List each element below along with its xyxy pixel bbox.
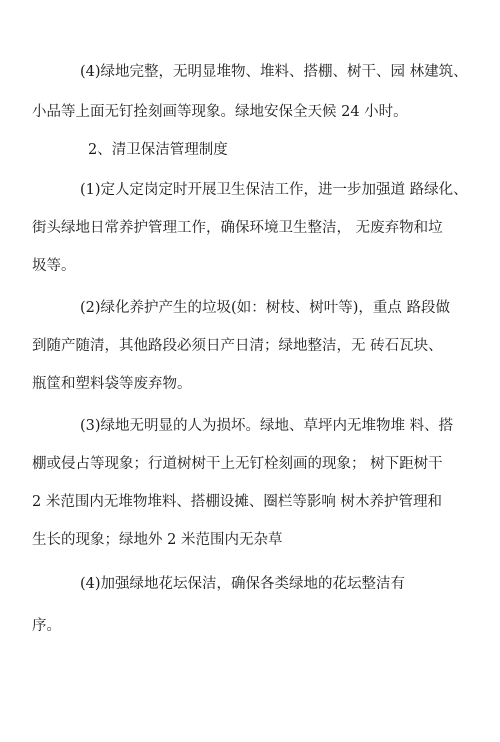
paragraph-line: 街头绿地日常养护管理工作，确保环境卫生整洁， 无废弃物和垃 [32,220,443,236]
paragraph-line: 生长的现象；绿地外 2 米范围内无杂草 [32,532,283,548]
paragraph-line: (4)绿地完整，无明显堆物、堆料、搭棚、树干、园 林建筑、 [80,64,468,80]
paragraph-line: 棚或侵占等现象；行道树树干上无钉栓刻画的现象； 树下距树干 [32,456,443,472]
paragraph-line: 小品等上面无钉拴刻画等现象。绿地安保全天候 24 小时。 [32,104,408,120]
paragraph-line: 到随产随清，其他路段必须日产日清；绿地整洁，无 砖石瓦块、 [32,338,443,354]
paragraph-line: 序。 [32,618,61,634]
paragraph-line: (4)加强绿地花坛保洁，确保各类绿地的花坛整洁有 [80,576,406,592]
paragraph-line: 2 米范围内无堆物堆料、搭棚设摊、圈栏等影响 树木养护管理和 [32,494,442,510]
paragraph-line: 圾等。 [32,258,76,274]
paragraph-line: (3)绿地无明显的人为损坏。绿地、草坪内无堆物堆 料、搭 [80,418,454,434]
section-heading: 2、清卫保洁管理制度 [88,142,228,158]
paragraph-line: (1)定人定岗定时开展卫生保洁工作，进一步加强道 路绿化、 [80,182,468,198]
paragraph-line: 瓶筐和塑料袋等废弃物。 [32,376,192,392]
paragraph-line: (2)绿化养护产生的垃圾(如：树枝、树叶等)，重点 路段做 [80,300,450,316]
